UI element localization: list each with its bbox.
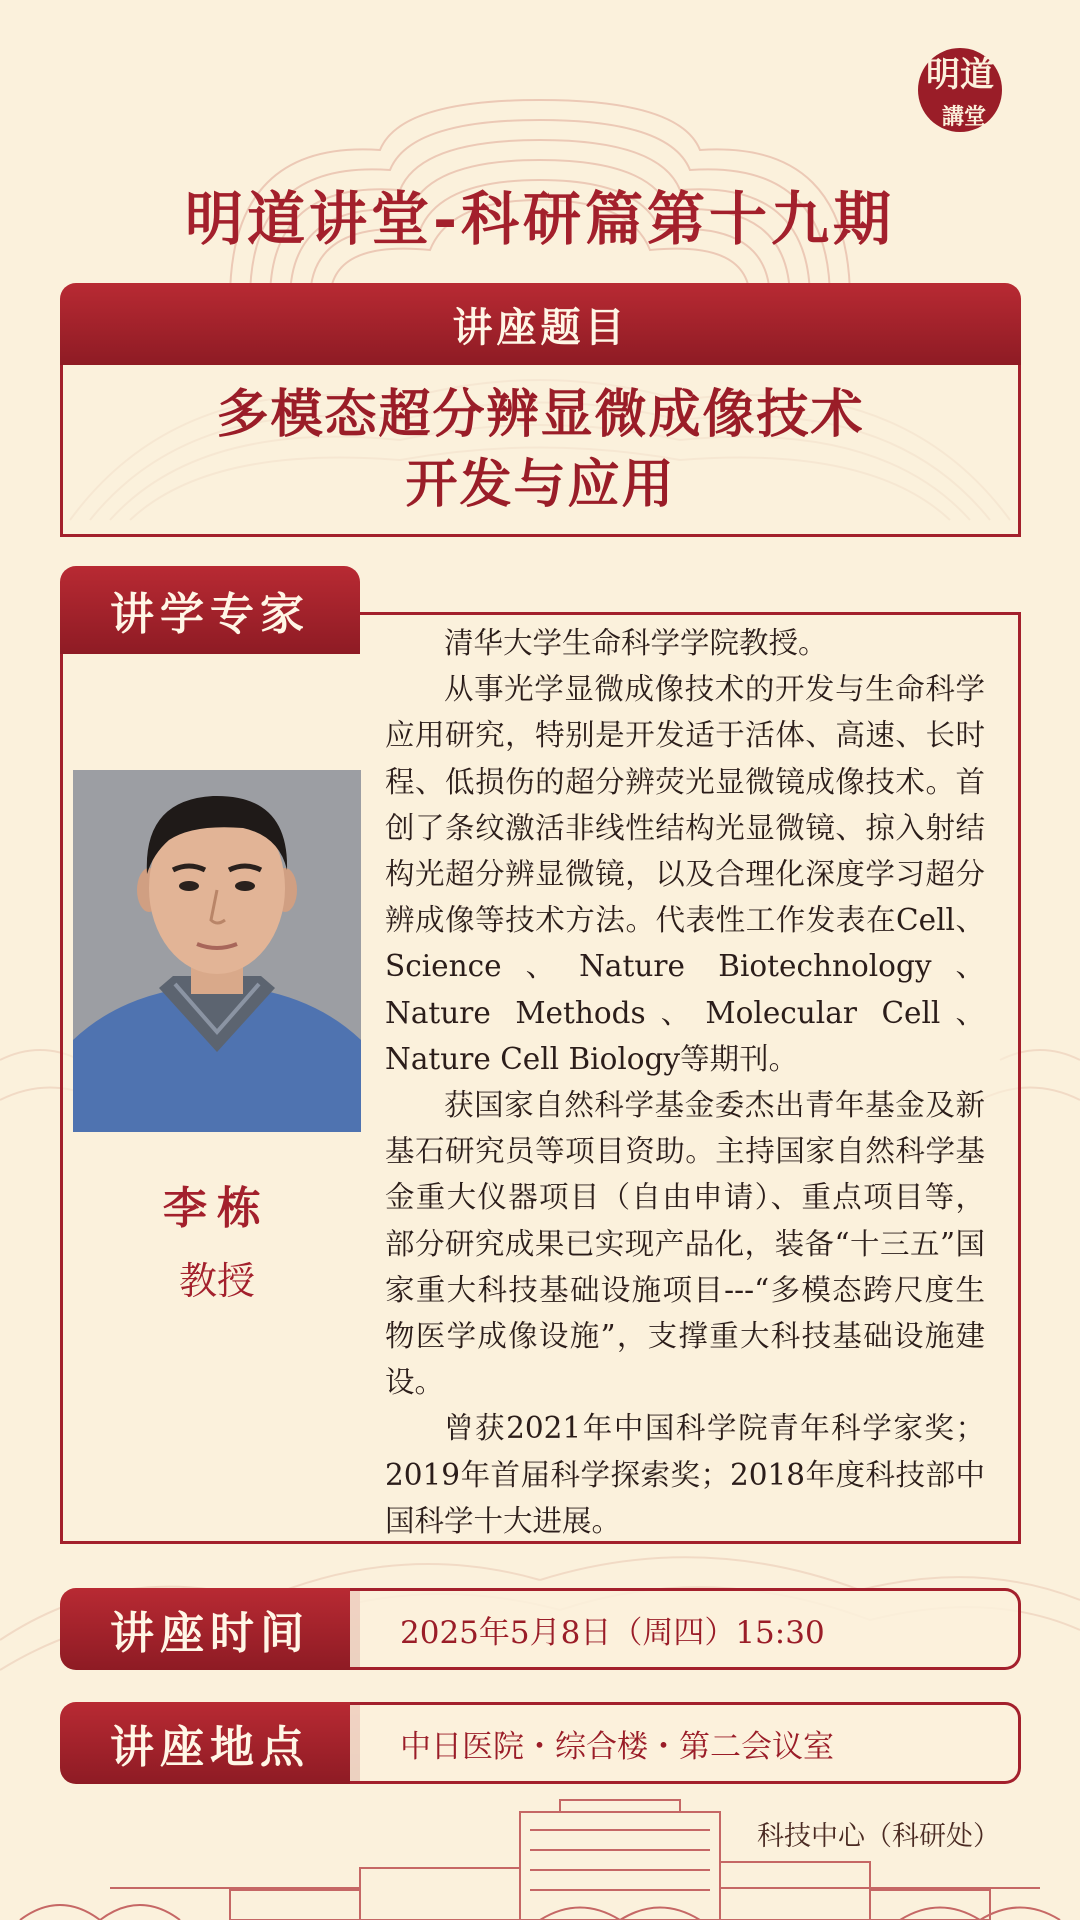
organizer: 科技中心（科研处） [757,1821,1000,1852]
lecture-time-value: 2025年5月8日（周四）15:30 [350,1588,1021,1670]
bio-paragraph: 曾获2021年中国科学院青年科学家奖；2019年首届科学探索奖；2018年度科技部中国科学十大进展。 [385,1411,985,1538]
topic-header: 讲座题目 [60,283,1021,365]
bio-paragraph: 从事光学显微成像技术的开发与生命科学应用研究，特别是开发适于活体、高速、长时程、低损伤的超分辨荧光显微镜成像技术。首创了条纹激活非线性结构光显微镜、掠入射结构光超分辨显微镜，以及合理化深度学习超分辨成像等技术方法。代表性工作发表在Cell、Science、Nature Biotechnology、Nature Methods、Molecular Cell、Nature Cell Biology等期刊。 [385,672,985,1076]
seal-logo [900,40,1010,140]
seal-logo-icon [900,40,1010,140]
expert-name: 李栋 [163,1183,271,1234]
topic-title-line-1: 多模态超分辨显微成像技术 [216,383,865,445]
svg-text:講堂: 講堂 [941,104,987,130]
topic-title [60,365,1021,537]
lecture-time-row [60,1588,1021,1670]
expert-title: 教授 [178,1259,255,1303]
lecture-place-value: 中日医院・综合楼・第二会议室 [350,1702,1021,1784]
bio-paragraph: 获国家自然科学基金委杰出青年基金及新基石研究员等项目资助。主持国家自然科学基金重大仪器项目（自由申请）、重点项目等，部分研究成果已实现产品化，装备“十三五”国家重大科技基础设施项目---“多模态跨尺度生物医学成像设施”，支撑重大科技基础设施建设。 [385,1088,985,1400]
lecture-place-label: 讲座地点 [60,1702,360,1784]
expert-tab: 讲学专家 [60,566,360,654]
portrait-photo-icon [73,770,361,1132]
lecture-place-row [60,1702,1021,1784]
expert-bio [385,620,985,1544]
topic-title-line-2: 开发与应用 [405,453,676,515]
expert-photo [73,770,361,1132]
svg-text:明道: 明道 [926,55,994,95]
page-title: 明道讲堂-科研篇第十九期 [184,185,896,253]
bio-paragraph: 清华大学生命科学学院教授。 [444,626,828,660]
lecture-time-label: 讲座时间 [60,1588,360,1670]
